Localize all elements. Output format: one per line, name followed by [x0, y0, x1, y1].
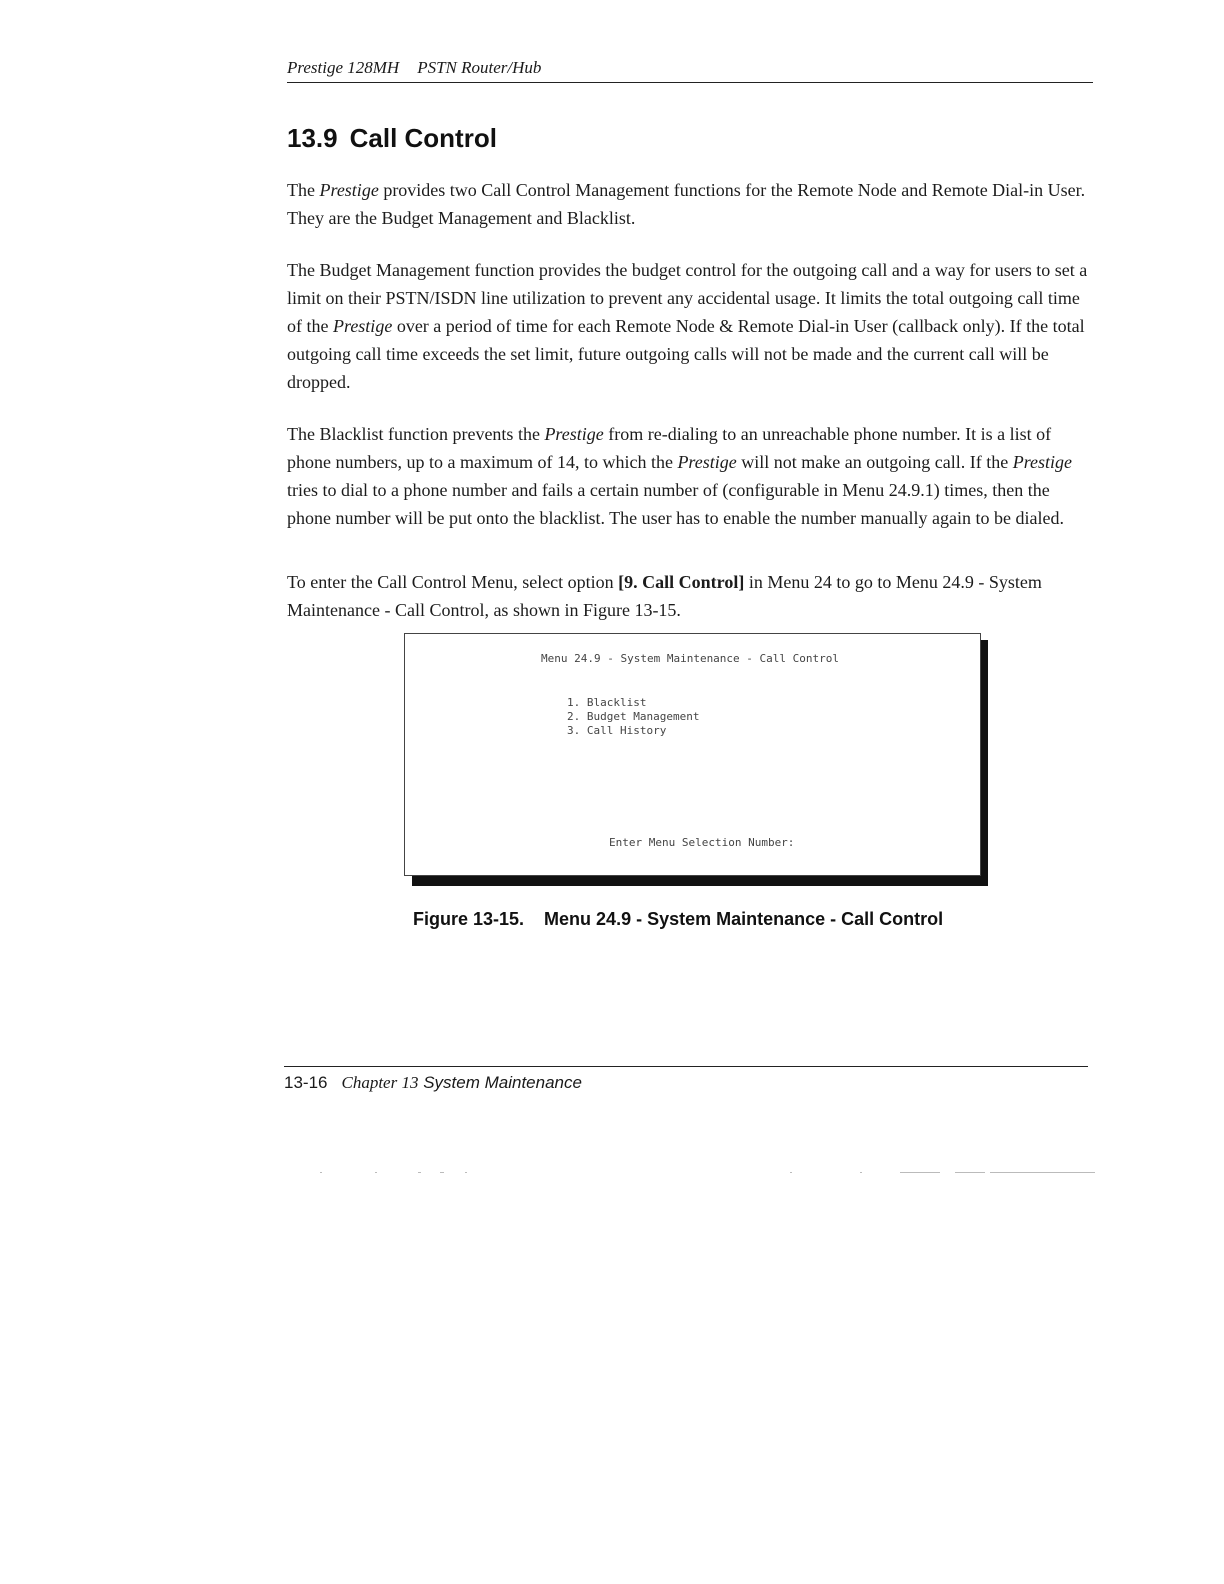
running-footer	[284, 1073, 582, 1093]
footer-chapter-title: System Maintenance	[423, 1073, 582, 1092]
footer-rule	[284, 1066, 1088, 1067]
p3-text-g: tries to dial to a phone number and fails a certain number of (configurable in Menu 24.9.1) times, then the phone number will be put onto the blacklist. The user has to enable the number manually again to be dialed.	[287, 480, 1064, 528]
p4-menu-option: [9. Call Control]	[618, 572, 745, 592]
p3-text-c: from re-dialing to an unreachable phone number. It is a list of phone numbers, up to a maximum of 14, to which the	[287, 424, 1052, 472]
menu-title: Menu 24.9 - System Maintenance - Call Control	[541, 652, 840, 665]
screen-shadow-bottom	[412, 876, 988, 886]
paragraph-enter-menu	[287, 568, 1097, 624]
p4-text-a: To enter the Call Control Menu, select option	[287, 572, 619, 592]
paragraph-intro	[287, 176, 1097, 232]
p2-text-c: over a period of time for each Remote Node & Remote Dial-in User (callback only). If the total outgoing call time exceeds the set limit, future outgoing calls will not be made and the current call will be dropped.	[287, 316, 1085, 392]
menu-screenshot	[404, 633, 981, 876]
paragraph-budget	[287, 256, 1097, 396]
menu-item-budget-management: 2. Budget Management	[567, 710, 700, 723]
scan-noise	[300, 1171, 1100, 1175]
menu-item-blacklist: 1. Blacklist	[567, 696, 647, 709]
section-title	[287, 123, 497, 154]
screen-shadow-right	[980, 640, 988, 886]
p2-text-a: The Budget Management function provides the budget control for the outgoing call and a way for users to set a limit on their PSTN/ISDN line utilization to prevent any accidental usage. It limits the total outgoing call time of the	[287, 260, 1088, 336]
p3-product-name-2: Prestige	[677, 452, 737, 472]
footer-chapter: Chapter 13	[341, 1073, 419, 1092]
p3-text-a: The Blacklist function prevents the	[287, 424, 545, 444]
menu-selection-prompt: Enter Menu Selection Number:	[609, 836, 795, 849]
paragraph-blacklist	[287, 420, 1097, 532]
p4-text-c: in Menu 24 to go to Menu 24.9 - System Maintenance - Call Control, as shown in Figure 13-15.	[287, 572, 1042, 620]
section-number: 13.9	[287, 123, 338, 153]
header-subtitle: PSTN Router/Hub	[417, 58, 542, 77]
p1-text-a: The	[287, 180, 320, 200]
header-rule	[287, 82, 1093, 83]
p1-product-name: Prestige	[319, 180, 379, 200]
figure-label: Figure 13-15.	[413, 909, 525, 929]
p3-text-e: will not make an outgoing call. If the	[736, 452, 1013, 472]
running-header	[287, 58, 541, 78]
section-title-text: Call Control	[349, 123, 497, 153]
figure-title: Menu 24.9 - System Maintenance - Call Control	[544, 909, 944, 929]
menu-list	[567, 696, 699, 738]
p3-product-name-1: Prestige	[544, 424, 604, 444]
p1-text-c: provides two Call Control Management functions for the Remote Node and Remote Dial-in User. They are the Budget Management and Blacklist.	[287, 180, 1086, 228]
figure-caption	[413, 909, 943, 930]
header-product: Prestige 128MH	[287, 58, 400, 77]
footer-page-number: 13-16	[284, 1073, 328, 1092]
p2-product-name: Prestige	[332, 316, 393, 336]
p3-product-name-3: Prestige	[1012, 452, 1073, 472]
menu-item-call-history: 3. Call History	[567, 724, 667, 737]
